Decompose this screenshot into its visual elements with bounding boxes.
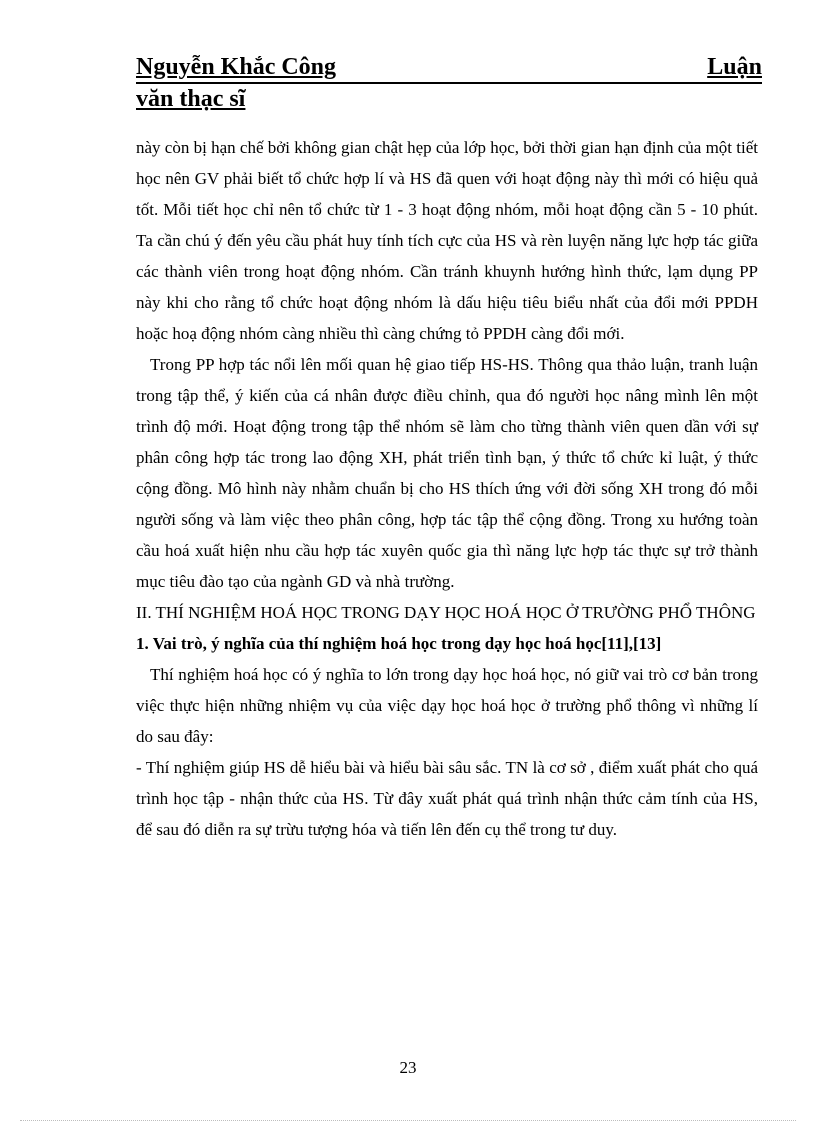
paragraph-2: Trong PP hợp tác nổi lên mối quan hệ giao tiếp HS-HS. Thông qua thảo luận, tranh luận trong tập thể, ý kiến của cá nhân được điều chỉnh, qua đó người học nâng mình lên một trình độ mới. Hoạt động trong tập thể nhóm sẽ làm cho từng thành viên quen dần với sự phân công hợp tác trong lao động XH, phát triển tình bạn, ý thức tổ chức kỉ luật, ý thức cộng đồng. Mô hình này nhằm chuẩn bị cho HS thích ứng với đời sống XH trong đó mỗi người sống và làm việc theo phân công, hợp tác tập thể cộng đồng. Trong xu hướng toàn cầu hoá xuất hiện nhu cầu hợp tác xuyên quốc gia thì năng lực hợp tác thực sự trở thành mục tiêu đào tạo của ngành GD và nhà trường. bbox=[136, 355, 758, 591]
paragraph-1: này còn bị hạn chế bởi không gian chật hẹp của lớp học, bởi thời gian hạn định của một tiết học nên GV phải biết tổ chức hợp lí và HS đã quen với hoạt động này thì mới có hiệu quả tốt. Mỗi tiết học chỉ nên tổ chức từ 1 - 3 hoạt động nhóm, mỗi hoạt động cần 5 - 10 phút. Ta cần chú ý đến yêu cầu phát huy tính tích cực của HS và rèn luyện năng lực hợp tác giữa các thành viên trong hoạt động nhóm. Cần tránh khuynh hướng hình thức, lạm dụng PP này khi cho rằng tổ chức hoạt động nhóm là dấu hiệu tiêu biểu nhất của đổi mới PPDH hoặc hoạ động nhóm càng nhiều thì càng chứng tỏ PPDH càng đổi mới. bbox=[136, 138, 758, 343]
body-text bbox=[136, 132, 758, 845]
header-doc-type-start: Luận bbox=[707, 54, 762, 80]
subsection-heading: 1. Vai trò, ý nghĩa của thí nghiệm hoá học trong dạy học hoá học[11],[13] bbox=[136, 634, 662, 653]
header-author: Nguyễn Khắc Công bbox=[136, 54, 337, 80]
section-heading: II. THÍ NGHIỆM HOÁ HỌC TRONG DẠY HỌC HOÁ HỌC Ở TRƯỜNG PHỔ THÔNG bbox=[136, 603, 756, 622]
page-number: 23 bbox=[399, 1058, 417, 1077]
header-doc-type-end: văn thạc sĩ bbox=[136, 86, 246, 112]
header-first-line bbox=[136, 52, 762, 84]
paragraph-3: Thí nghiệm hoá học có ý nghĩa to lớn trong dạy học hoá học, nó giữ vai trò cơ bản trong việc thực hiện những nhiệm vụ của việc dạy học hoá học ở trường phổ thông vì những lí do sau đây: bbox=[136, 665, 758, 746]
running-header bbox=[136, 52, 762, 114]
paragraph-4-bullet: - Thí nghiệm giúp HS dễ hiểu bài và hiểu bài sâu sắc. TN là cơ sở , điểm xuất phát cho quá trình học tập - nhận thức của HS. Từ đây xuất phát quá trình nhận thức cảm tính của HS, để sau đó diễn ra sự trừu tượng hóa và tiến lên đến cụ thể trong tư duy. bbox=[136, 758, 758, 839]
page-bottom-divider bbox=[20, 1120, 796, 1121]
